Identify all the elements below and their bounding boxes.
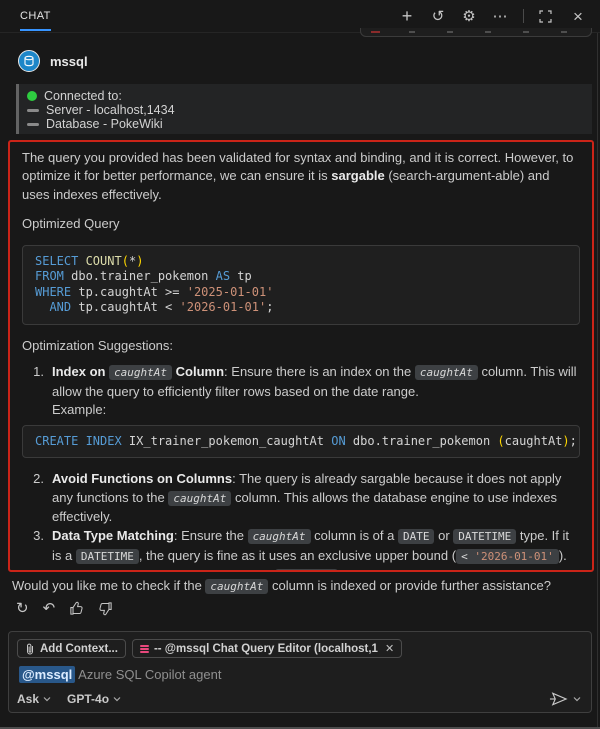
optimized-query-heading: Optimized Query bbox=[22, 216, 120, 232]
sql-code-block: SELECT COUNT(*) FROM dbo.trainer_pokemon AS tp WHERE tp.caughtAt >= '2025-01-01' AND tp.caughtAt < '2026-01-01'; bbox=[22, 245, 580, 325]
connection-status-row bbox=[27, 89, 582, 103]
chat-input-container[interactable] bbox=[8, 631, 592, 713]
paperclip-icon bbox=[28, 644, 33, 654]
inline-code: caughtAt bbox=[415, 365, 478, 380]
context-chips-row bbox=[17, 639, 581, 658]
example-label: Example: bbox=[52, 402, 107, 418]
titlebar-actions bbox=[399, 7, 600, 25]
inline-code: caughtAt bbox=[248, 529, 311, 544]
input-placeholder: Azure SQL Copilot agent bbox=[75, 667, 222, 682]
floating-toolbar-partial bbox=[360, 28, 592, 37]
chevron-down-icon bbox=[113, 696, 121, 702]
database-row bbox=[27, 117, 582, 131]
more-actions-icon[interactable]: ⋯ bbox=[492, 7, 508, 25]
thumbs-down-icon[interactable] bbox=[98, 601, 113, 616]
context-chip-label: -- @mssql Chat Query Editor (localhost,1 bbox=[153, 642, 378, 655]
mssql-mention-token: @mssql bbox=[19, 666, 75, 683]
inline-code: caughtAt bbox=[109, 365, 172, 380]
list-item: 3. Data Type Matching: Ensure the caughtAt column is of a DATE or DATETIME type. If it is a DATETIME , the query is fine as it uses an exclusive upper bound ( < '2026-01-01' ). bbox=[33, 528, 570, 563]
server-row bbox=[27, 103, 582, 117]
suggestions-list bbox=[22, 363, 580, 572]
dash-bullet-icon bbox=[27, 123, 39, 126]
send-button[interactable] bbox=[549, 692, 581, 706]
create-index-code-block: CREATE INDEX IX_trainer_pokemon_caughtAt ON dbo.trainer_pokemon (caughtAt); bbox=[22, 425, 580, 459]
active-tab-underline bbox=[20, 29, 51, 31]
inline-code: DATE bbox=[398, 529, 435, 544]
inline-code: < '2026-01-01' bbox=[456, 549, 559, 564]
regenerate-icon[interactable]: ↻ bbox=[16, 600, 29, 617]
titlebar-separator bbox=[523, 9, 524, 23]
response-feedback-toolbar bbox=[16, 601, 113, 616]
mssql-avatar-icon bbox=[18, 50, 40, 72]
mode-dropdown[interactable]: Ask bbox=[17, 692, 51, 706]
chevron-down-icon bbox=[43, 696, 51, 702]
list-item bbox=[22, 567, 580, 572]
sargable-bold: sargable bbox=[331, 168, 385, 184]
maximize-icon[interactable] bbox=[539, 10, 555, 23]
inline-code: caughtAt bbox=[168, 491, 231, 506]
gear-icon[interactable]: ⚙ bbox=[462, 7, 476, 25]
inline-code: DATETIME bbox=[453, 529, 516, 544]
close-icon[interactable]: × bbox=[573, 6, 583, 26]
intro-paragraph: The query you provided has been validated for syntax and binding, and it is correct. However, to optimize it for better performance, we can ensure it is sargable (search-argument-able) and uses indexes effectively. bbox=[22, 150, 574, 202]
inline-code: DATETIME bbox=[76, 549, 139, 564]
add-context-button[interactable] bbox=[17, 639, 126, 658]
new-chat-icon[interactable]: + bbox=[401, 6, 413, 26]
remove-context-icon[interactable]: ✕ bbox=[384, 643, 395, 655]
input-controls-row bbox=[17, 692, 581, 706]
tab-chat-label: CHAT bbox=[20, 10, 51, 22]
database-value: Database - PokeWiki bbox=[46, 117, 163, 131]
connected-status-icon bbox=[27, 91, 37, 101]
inline-code: caughtAt bbox=[205, 579, 268, 594]
list-item: 1. Index on caughtAt Column: Ensure there is an index on the caughtAt column. This will allow the query to efficiently filter rows based on the date range. Example: bbox=[33, 364, 577, 418]
agent-header bbox=[18, 50, 88, 72]
toolbar-fragment-icon bbox=[371, 31, 380, 33]
thumbs-up-icon[interactable] bbox=[69, 601, 84, 616]
connection-info bbox=[16, 84, 592, 134]
scrollbar[interactable] bbox=[597, 33, 598, 729]
retry-icon[interactable]: ↶ bbox=[42, 600, 56, 617]
server-value: Server - localhost,1434 bbox=[46, 103, 175, 117]
message-input[interactable] bbox=[19, 667, 581, 692]
list-item: 2. Avoid Functions on Columns: The query is already sargable because it does not apply any functions to the caughtAt column. This allows the database engine to use indexes effectively. bbox=[33, 471, 562, 525]
connection-title: Connected to: bbox=[44, 89, 122, 103]
query-editor-context-chip[interactable] bbox=[132, 639, 402, 658]
tab-chat[interactable] bbox=[20, 0, 51, 33]
chevron-down-icon bbox=[573, 696, 581, 702]
assistant-response bbox=[8, 140, 594, 572]
inline-code bbox=[275, 569, 338, 572]
dash-bullet-icon bbox=[27, 109, 39, 112]
suggestions-heading: Optimization Suggestions: bbox=[22, 338, 174, 353]
agent-name: mssql bbox=[50, 53, 88, 69]
send-icon bbox=[549, 692, 568, 706]
database-pink-icon bbox=[140, 645, 149, 653]
add-context-label: Add Context... bbox=[40, 642, 118, 655]
history-icon[interactable]: ↺ bbox=[431, 7, 445, 25]
model-dropdown[interactable]: GPT-4o bbox=[67, 692, 121, 706]
followup-question: Would you like me to check if the caughtAt column is indexed or provide further assistance? bbox=[12, 578, 551, 593]
